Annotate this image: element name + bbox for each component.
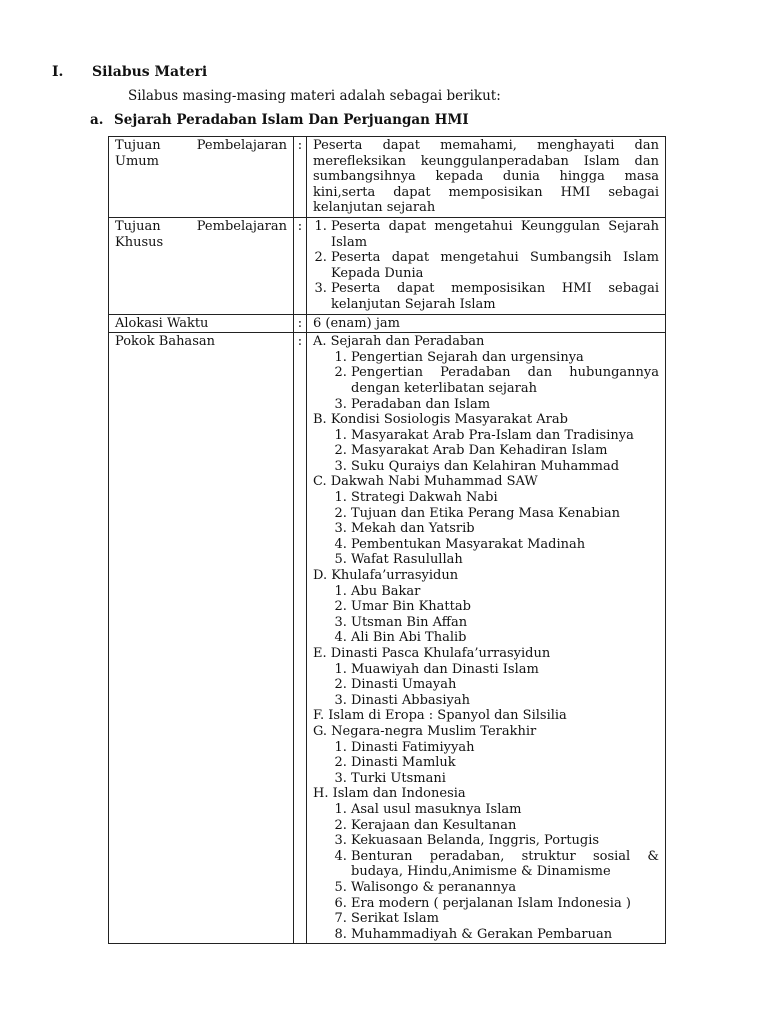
topic-item: 1. Abu Bakar [351, 584, 659, 600]
topic-item: 5. Wafat Rasulullah [351, 552, 659, 568]
syllabus-table [108, 136, 666, 944]
topic-section [313, 568, 659, 646]
topic-item: 5. Walisongo & peranannya [351, 880, 659, 896]
topic-sublist [313, 350, 659, 412]
topic-sublist [313, 662, 659, 709]
colon: : [294, 314, 307, 333]
topic-sublist [313, 740, 659, 787]
topic-item: 2. Dinasti Mamluk [351, 755, 659, 771]
topic-section-title: D. Khulafa’urrasyidun [313, 568, 459, 584]
intro-text: Silabus masing-masing materi adalah sebagai berikut: [128, 88, 501, 104]
topic-section [313, 786, 659, 942]
topic-section [313, 412, 659, 474]
value-alokasi: 6 (enam) jam [307, 314, 666, 333]
topic-item: 2. Masyarakat Arab Dan Kehadiran Islam [351, 443, 659, 459]
value-tujuan-umum: Peserta dapat memahami, menghayati dan merefleksikan keunggulanperadaban Islam dan sumbangsihnya kepada dunia hingga masa kini,serta dapat memposisikan HMI sebagai kelanjutan sejarah [307, 137, 666, 218]
topic-section-title: A. Sejarah dan Peradaban [313, 334, 485, 350]
topic-item: 1. Dinasti Fatimiyyah [351, 740, 659, 756]
topic-item: 3. Mekah dan Yatsrib [351, 521, 659, 537]
topic-item: 2. Kerajaan dan Kesultanan [351, 818, 659, 834]
topic-item: 4. Benturan peradaban, struktur sosial & budaya, Hindu,Animisme & Dinamisme [351, 849, 659, 880]
row-tujuan-umum [109, 137, 666, 218]
value-pokok-bahasan [307, 333, 666, 944]
section-heading [52, 64, 207, 80]
topic-item: 1. Pengertian Sejarah dan urgensinya [351, 350, 659, 366]
label-tujuan-khusus: Tujuan Pembelajaran Khusus [109, 217, 294, 314]
section-number: I. [52, 64, 64, 80]
topic-item: 6. Era modern ( perjalanan Islam Indonesia ) [351, 896, 659, 912]
topic-item: 2. Pengertian Peradaban dan hubungannya dengan keterlibatan sejarah [351, 365, 659, 396]
subsection-heading [90, 112, 469, 128]
topic-section-title: H. Islam dan Indonesia [313, 786, 466, 802]
topic-sublist [313, 584, 659, 646]
topic-sublist [313, 428, 659, 475]
colon: : [294, 333, 307, 944]
subsection-letter: a. [90, 112, 104, 128]
value-tujuan-khusus [307, 217, 666, 314]
topic-section-title: B. Kondisi Sosiologis Masyarakat Arab [313, 412, 568, 428]
row-tujuan-khusus [109, 217, 666, 314]
row-pokok-bahasan [109, 333, 666, 944]
label-pokok-bahasan: Pokok Bahasan [109, 333, 294, 944]
topic-sublist [313, 490, 659, 568]
topic-item: 7. Serikat Islam [351, 911, 659, 927]
topic-item: 3. Kekuasaan Belanda, Inggris, Portugis [351, 833, 659, 849]
topic-section-title: C. Dakwah Nabi Muhammad SAW [313, 474, 538, 490]
topic-section [313, 334, 659, 412]
topic-item: 2. Dinasti Umayah [351, 677, 659, 693]
topic-section [313, 474, 659, 568]
topic-item: 3. Suku Quraiys dan Kelahiran Muhammad [351, 459, 659, 475]
topic-section-title: E. Dinasti Pasca Khulafa’urrasyidun [313, 646, 551, 661]
topic-item: 2. Umar Bin Khattab [351, 599, 659, 615]
topic-item: 1. Strategi Dakwah Nabi [351, 490, 659, 506]
tujuan-khusus-item: 2. Peserta dapat mengetahui Sumbangsih Islam Kepada Dunia [331, 250, 659, 281]
colon: : [294, 217, 307, 314]
label-tujuan-umum: Tujuan Pembelajaran Umum [109, 137, 294, 218]
tujuan-khusus-item: 3. Peserta dapat memposisikan HMI sebagai kelanjutan Sejarah Islam [331, 281, 659, 312]
topic-item: 3. Peradaban dan Islam [351, 397, 659, 413]
topic-section [313, 708, 659, 724]
topic-sublist [313, 802, 659, 942]
topic-section [313, 724, 659, 786]
tujuan-khusus-item: 1. Peserta dapat mengetahui Keunggulan Sejarah Islam [331, 219, 659, 250]
topic-item: 1. Masyarakat Arab Pra-Islam dan Tradisinya [351, 428, 659, 444]
topic-item: 1. Muawiyah dan Dinasti Islam [351, 662, 659, 678]
topic-item: 2. Tujuan dan Etika Perang Masa Kenabian [351, 506, 659, 522]
topic-item: 3. Dinasti Abbasiyah [351, 693, 659, 709]
subsection-title: Sejarah Peradaban Islam Dan Perjuangan HMI [114, 112, 469, 128]
section-title: Silabus Materi [92, 64, 208, 80]
label-alokasi: Alokasi Waktu [109, 314, 294, 333]
topic-item: 4. Pembentukan Masyarakat Madinah [351, 537, 659, 553]
tujuan-khusus-list [313, 219, 659, 313]
colon: : [294, 137, 307, 218]
topic-item: 1. Asal usul masuknya Islam [351, 802, 659, 818]
topic-item: 3. Utsman Bin Affan [351, 615, 659, 631]
topic-item: 3. Turki Utsmani [351, 771, 659, 787]
topic-section [313, 646, 659, 708]
topic-item: 4. Ali Bin Abi Thalib [351, 630, 659, 646]
row-alokasi [109, 314, 666, 333]
topic-section-title: G. Negara-negra Muslim Terakhir [313, 723, 537, 739]
topic-item: 8. Muhammadiyah & Gerakan Pembaruan [351, 927, 659, 943]
topic-section-title: F. Islam di Eropa : Spanyol dan Silsilia [313, 708, 567, 724]
